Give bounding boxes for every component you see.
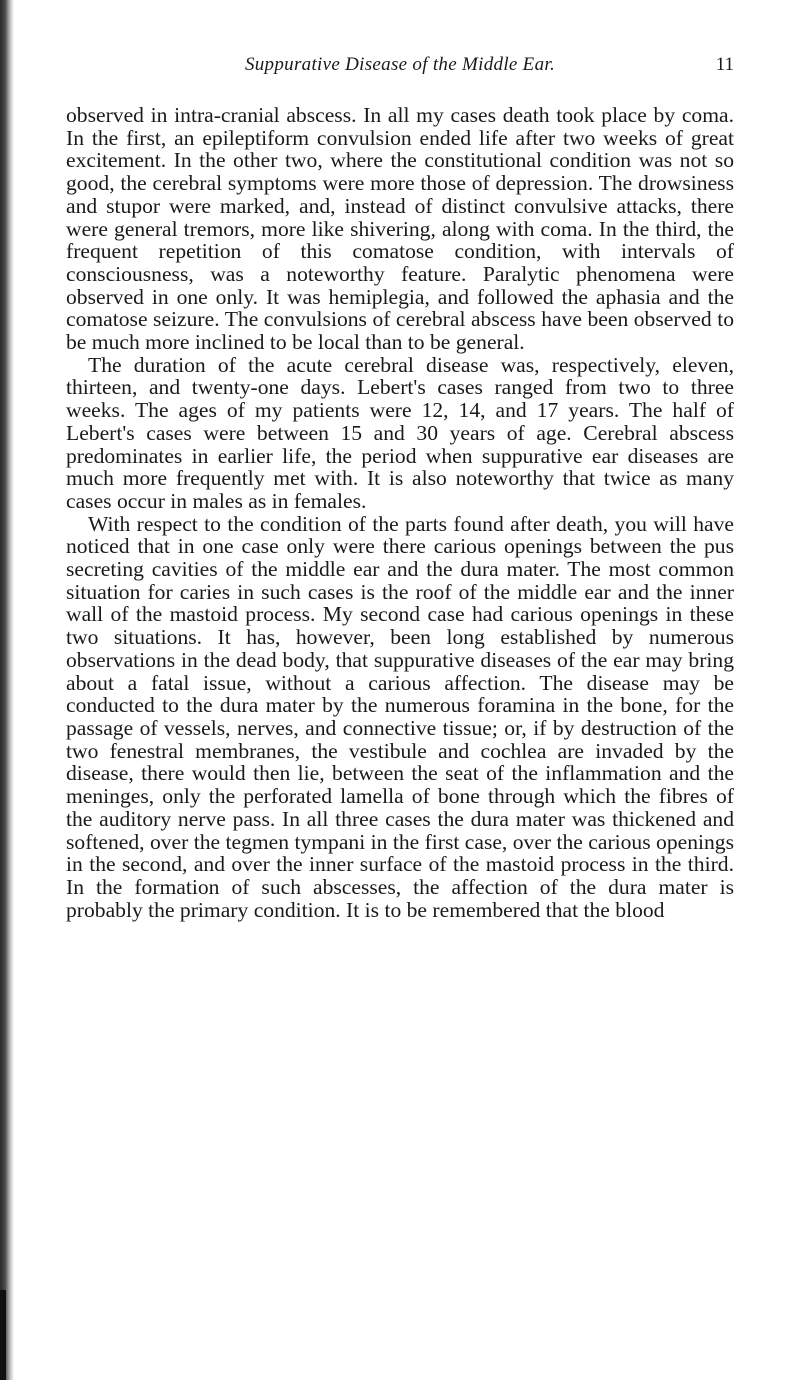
- page-edge-shadow: [0, 0, 14, 1380]
- page-header: [66, 30, 734, 76]
- page-number: 11: [715, 54, 734, 75]
- page-edge-dark-strip: [0, 1290, 6, 1380]
- paragraph-duration: The duration of the acute cerebral disease was, respectively, eleven, thirteen, and twenty-one days. Lebert's cases ranged from two to three weeks. The ages of my patients were 12, 14, and 17 years. The half of Lebert's cases were between 15 and 30 years of age. Cerebral abscess predominates in earlier life, the period when suppurative ear diseases are much more frequently met with. It is also noteworthy that twice as many cases occur in males as in females.: [66, 352, 734, 513]
- paragraph-post-mortem: With respect to the condition of the parts found after death, you will have noticed that in one case only were there carious openings between the pus secreting cavities of the middle ear and the dura mater. The most common situation for caries in such cases is the roof of the middle ear and the inner wall of the mastoid process. My second case had carious openings in these two situations. It has, however, been long established by numerous observations in the dead body, that suppurative diseases of the ear may bring about a fatal issue, without a carious affection. The disease may be conducted to the dura mater by the numerous foramina in the bone, for the passage of vessels, nerves, and connective tissue; or, if by destruction of the two fenestral membranes, the vestibule and cochlea are invaded by the disease, there would then lie, between the seat of the inflammation and the meninges, only the perforated lamella of bone through which the fibres of the auditory nerve pass. In all three cases the dura mater was thickened and softened, over the tegmen tympani in the first case, over the carious openings in the second, and over the inner surface of the mastoid process in the third. In the formation of such abscesses, the affection of the dura mater is probably the primary condition. It is to be remembered that the blood: [66, 511, 735, 922]
- book-page: [66, 30, 734, 921]
- running-head: Suppurative Disease of the Middle Ear.: [244, 54, 556, 75]
- paragraph-continuation: observed in intra-cranial abscess. In all my cases death took place by coma. In the first, an epileptiform convulsion ended life after two weeks of great excitement. In the other two, where the constitutional condition was not so good, the cerebral symptoms were more those of depression. The drowsiness and stupor were marked, and, instead of distinct convulsive attacks, there were general tremors, more like shivering, along with coma. In the third, the frequent repetition of this comatose condition, with intervals of consciousness, was a noteworthy feature. Paralytic phenomena were observed in one only. It was hemiplegia, and followed the aphasia and the comatose seizure. The convulsions of cerebral abscess have been observed to be much more inclined to be local than to be general.: [66, 103, 734, 355]
- body-text: [66, 104, 734, 921]
